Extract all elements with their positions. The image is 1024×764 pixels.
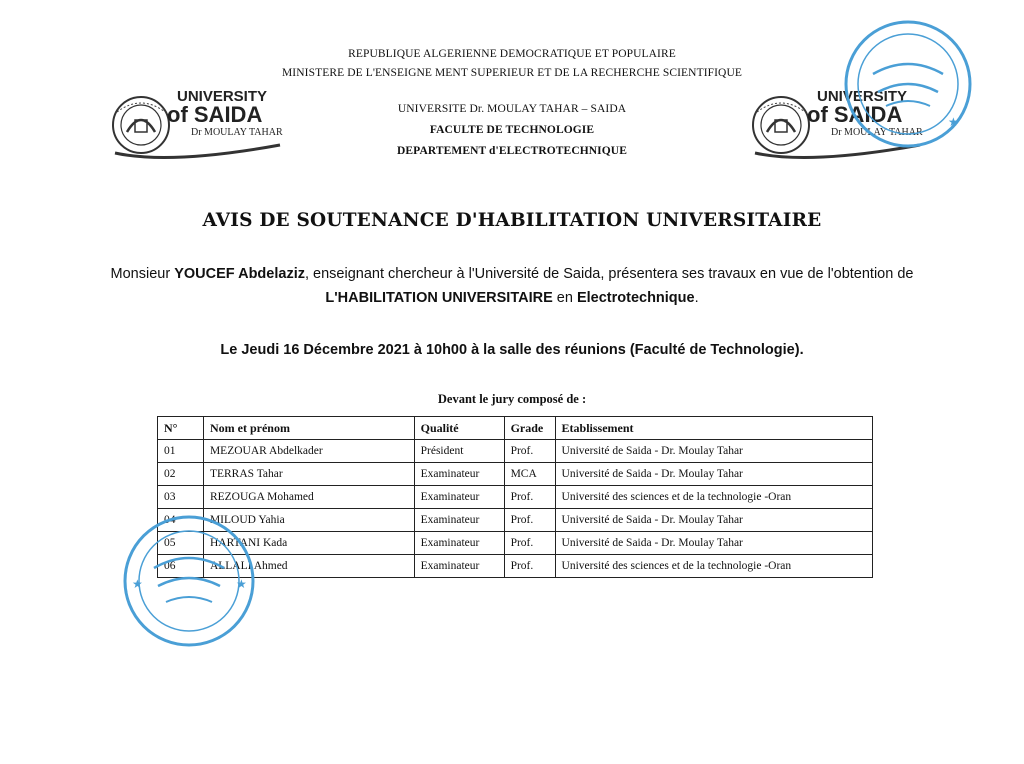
jury-caption: Devant le jury composé de : <box>437 392 587 406</box>
svg-text:★: ★ <box>948 115 959 129</box>
notice-title: AVIS DE SOUTENANCE D'HABILITATION UNIVERSITAIRE <box>202 210 822 231</box>
logo-text-moulay-tahar: Dr MOULAY TAHAR <box>191 127 283 138</box>
logo-text-of-saida: of SAIDA <box>807 102 903 127</box>
candidate-name: YOUCEF Abdelaziz <box>174 266 305 282</box>
cell-role: Examinateur <box>414 509 504 532</box>
cell-institution: Université de Saida - Dr. Moulay Tahar <box>555 463 872 486</box>
jury-table-header <box>158 417 873 440</box>
cell-name: MEZOUAR Abdelkader <box>203 440 414 463</box>
cell-name: REZOUGA Mohamed <box>203 486 414 509</box>
header-department: DEPARTEMENT d'ELECTROTECHNIQUE <box>397 145 627 157</box>
table-row <box>158 532 873 555</box>
cell-number: 03 <box>158 486 204 509</box>
cell-institution: Université des sciences et de la technologie -Oran <box>555 486 872 509</box>
header-republic: REPUBLIQUE ALGERIENNE DEMOCRATIQUE ET POPULAIRE <box>348 48 676 60</box>
logo-text-university: UNIVERSITY <box>177 88 268 105</box>
official-stamp-icon <box>838 14 978 154</box>
table-row <box>158 440 873 463</box>
announcement-prefix: Monsieur <box>110 266 175 282</box>
svg-text:★: ★ <box>236 577 247 591</box>
degree-name: L'HABILITATION UNIVERSITAIRE <box>325 290 553 306</box>
header-ministry: MINISTERE DE L'ENSEIGNE MENT SUPERIEUR ET DE LA RECHERCHE SCIENTIFIQUE <box>281 67 742 79</box>
announcement-end: . <box>694 290 699 306</box>
header-number: N° <box>158 417 204 440</box>
cell-name: TERRAS Tahar <box>203 463 414 486</box>
cell-name: ALLALI Ahmed <box>203 555 414 578</box>
table-row <box>158 463 873 486</box>
jury-table <box>157 416 873 578</box>
cell-institution: Université des sciences et de la technologie -Oran <box>555 555 872 578</box>
cell-name: HARTANI Kada <box>203 532 414 555</box>
cell-grade: MCA <box>504 463 555 486</box>
cell-institution: Université de Saida - Dr. Moulay Tahar <box>555 509 872 532</box>
cell-number: 04 <box>158 509 204 532</box>
header-name: Nom et prénom <box>203 417 414 440</box>
header-institution: Etablissement <box>555 417 872 440</box>
cell-role: Examinateur <box>414 555 504 578</box>
cell-institution: Université de Saida - Dr. Moulay Tahar <box>555 532 872 555</box>
cell-role: Examinateur <box>414 486 504 509</box>
cell-number: 05 <box>158 532 204 555</box>
cell-role: Examinateur <box>414 532 504 555</box>
table-row <box>158 555 873 578</box>
header-role: Qualité <box>414 417 504 440</box>
field-prefix: en <box>552 290 577 306</box>
announcement-line1 <box>0 266 1024 282</box>
table-row <box>158 486 873 509</box>
cell-role: Examinateur <box>414 463 504 486</box>
logo-text-moulay-tahar: Dr MOULAY TAHAR <box>831 127 923 138</box>
defense-date-line: Le Jeudi 16 Décembre 2021 à 10h00 à la salle des réunions (Faculté de Technologie). <box>220 342 804 358</box>
cell-grade: Prof. <box>504 555 555 578</box>
announcement-line2 <box>0 290 1024 306</box>
cell-grade: Prof. <box>504 532 555 555</box>
svg-text:★: ★ <box>132 577 143 591</box>
header-university: UNIVERSITE Dr. MOULAY TAHAR – SAIDA <box>397 103 627 115</box>
faculty-stamp-icon <box>118 510 260 652</box>
university-logo-left <box>105 88 290 168</box>
cell-institution: Université de Saida - Dr. Moulay Tahar <box>555 440 872 463</box>
cell-number: 02 <box>158 463 204 486</box>
logo-swoosh-icon <box>110 143 285 163</box>
cell-name: MILOUD Yahia <box>203 509 414 532</box>
logo-text-university: UNIVERSITY <box>817 88 908 105</box>
cell-grade: Prof. <box>504 509 555 532</box>
cell-grade: Prof. <box>504 486 555 509</box>
cell-grade: Prof. <box>504 440 555 463</box>
cell-number: 06 <box>158 555 204 578</box>
table-row <box>158 509 873 532</box>
cell-number: 01 <box>158 440 204 463</box>
logo-text-of-saida: of SAIDA <box>167 102 263 127</box>
announcement-middle: , enseignant chercheur à l'Université de Saida, présentera ses travaux en vue de l'obtention de <box>304 266 914 282</box>
header-grade: Grade <box>504 417 555 440</box>
header-faculty: FACULTE DE TECHNOLOGIE <box>429 124 595 136</box>
field-name: Electrotechnique <box>576 290 695 306</box>
cell-role: Président <box>414 440 504 463</box>
